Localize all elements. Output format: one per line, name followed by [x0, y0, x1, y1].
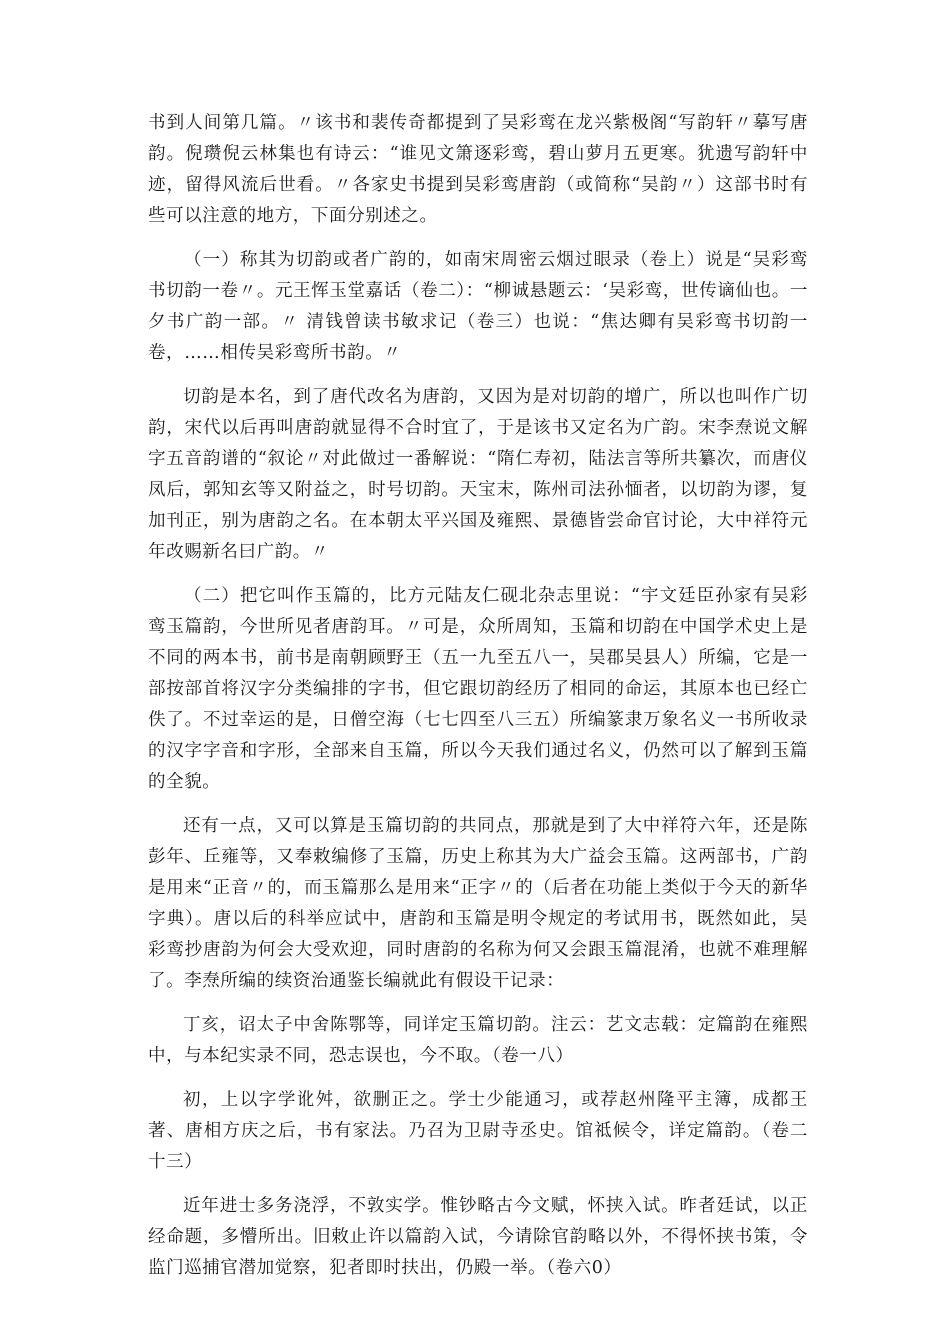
document-body: [148, 108, 808, 1297]
paragraph-5: 还有一点，又可以算是玉篇切韵的共同点，那就是到了大中祥符六年，还是陈彭年、丘雍等，又奉敕编修了玉篇，历史上称其为大广益会玉篇。这两部书，广韵是用来“正音〃的，而玉篇那么是用来“正字〃的（后者在功能上类似于今天的新华字典）。唐以后的科举应试中，唐韵和玉篇是明令规定的考试用书，既然如此，吴彩鸾抄唐韵为何会大受欢迎，同时唐韵的名称为何又会跟玉篇混淆，也就不难理解了。李焘所编的续资治通鉴长编就此有假设干记录：: [148, 816, 808, 991]
paragraph-6: 丁亥，诏太子中舍陈鄂等，同详定玉篇切韵。注云：艺文志载：定篇韵在雍熙中，与本纪实录不同，恐志误也，今不取。（卷一八）: [148, 1015, 808, 1066]
paragraph-3: 切韵是本名，到了唐代改名为唐韵，又因为是对切韵的增广，所以也叫作广切韵，宋代以后再叫唐韵就显得不合时宜了，于是该书又定名为广韵。宋李焘说文解字五音韵谱的“叙论〃对此做过一番解说：“隋仁寿初，陆法言等所共纂次，而唐仪凤后，郭知玄等又附益之，时号切韵。天宝末，陈州司法孙愐者，以切韵为谬，复加刊正，别为唐韵之名。在本朝太平兴国及雍熙、景德皆尝命官讨论，大中祥符元年改赐新名曰广韵。〃: [148, 387, 808, 562]
paragraph-2: （一）称其为切韵或者广韵的，如南宋周密云烟过眼录（卷上）说是“吴彩鸾书切韵一卷〃。元王恽玉堂嘉话（卷二）：“柳诚悬题云：‘吴彩鸾，世传谪仙也。一夕书广韵一部。〃 清钱曾读书敏求记（卷三）也说：“焦达卿有吴彩鸾书切韵一卷，……相传吴彩鸾所书韵。〃: [148, 250, 808, 363]
paragraph-7: 初，上以字学讹舛，欲删正之。学士少能通习，或荐赵州隆平主簿，成都王著、唐相方庆之后，书有家法。乃召为卫尉寺丞史。馆祗候令，详定篇韵。（卷二十三）: [148, 1090, 808, 1172]
paragraph-4: （二）把它叫作玉篇的，比方元陆友仁砚北杂志里说：“宇文廷臣孙家有吴彩鸾玉篇韵，今世所见者唐韵耳。〃可是，众所周知，玉篇和切韵在中国学术史上是不同的两本书，前书是南朝顾野王（五一九至五八一，吴郡吴县人）所编，它是一部按部首将汉字分类编排的字书，但它跟切韵经历了相同的命运，其原本也已经亡佚了。不过幸运的是，日僧空海（七七四至八三五）所编篆隶万象名义一书所收录的汉字字音和字形，全部来自玉篇，所以今天我们通过名义，仍然可以了解到玉篇的全貌。: [148, 586, 808, 792]
paragraph-8: 近年进士多务浇浮，不敦实学。惟钞略古今文赋，怀挟入试。昨者廷试，以正经命题，多懵所出。旧敕止许以篇韵入试，今请除官韵略以外，不得怀挟书策，令监门巡捕官潜加觉察，犯者即时扶出，仍殿一举。（卷六0）: [148, 1196, 808, 1278]
paragraph-1: 书到人间第几篇。〃该书和裴传奇都提到了吴彩鸾在龙兴紫极阁“写韵轩〃摹写唐韵。倪瓒倪云林集也有诗云：“谁见文箫逐彩鸾，碧山萝月五更寒。犹遗写韵轩中迹，留得风流后世看。〃各家史书提到吴彩鸾唐韵（或简称“吴韵〃）这部书时有些可以注意的地方，下面分别述之。: [148, 113, 808, 226]
